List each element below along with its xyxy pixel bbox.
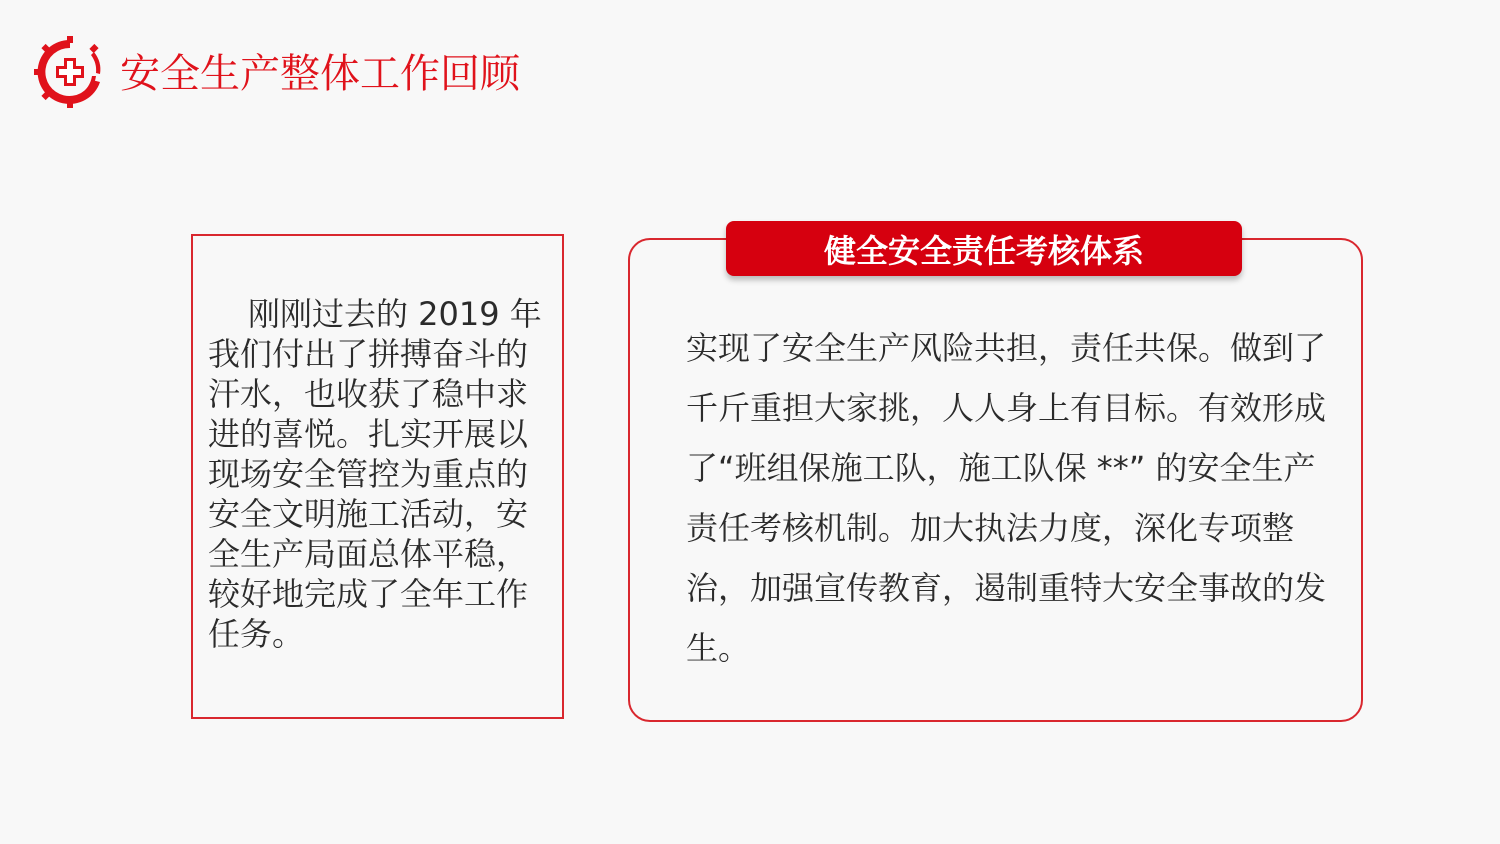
right-panel-text: 实现了安全生产风险共担，责任共保。做到了千斤重担大家挑，人人身上有目标。有效形成了“班组保施工队，施工队保 **” 的安全生产责任考核机制。加大执法力度，深化专项整治，加强宣传教育，遏制重特大安全事故的发生。 xyxy=(686,329,1327,667)
page-title: 安全生产整体工作回顾 xyxy=(120,51,520,97)
right-panel-heading: 健全安全责任考核体系 xyxy=(726,221,1242,276)
safety-cross-gear-logo-icon xyxy=(34,36,106,108)
left-summary-text: 刚刚过去的 2019 年我们付出了拼搏奋斗的汗水，也收获了稳中求进的喜悦。扎实开展以现场安全管控为重点的安全文明施工活动，安全生产局面总体平稳，较好地完成了全年工作任务。 xyxy=(208,295,542,653)
left-summary-panel xyxy=(191,234,564,719)
